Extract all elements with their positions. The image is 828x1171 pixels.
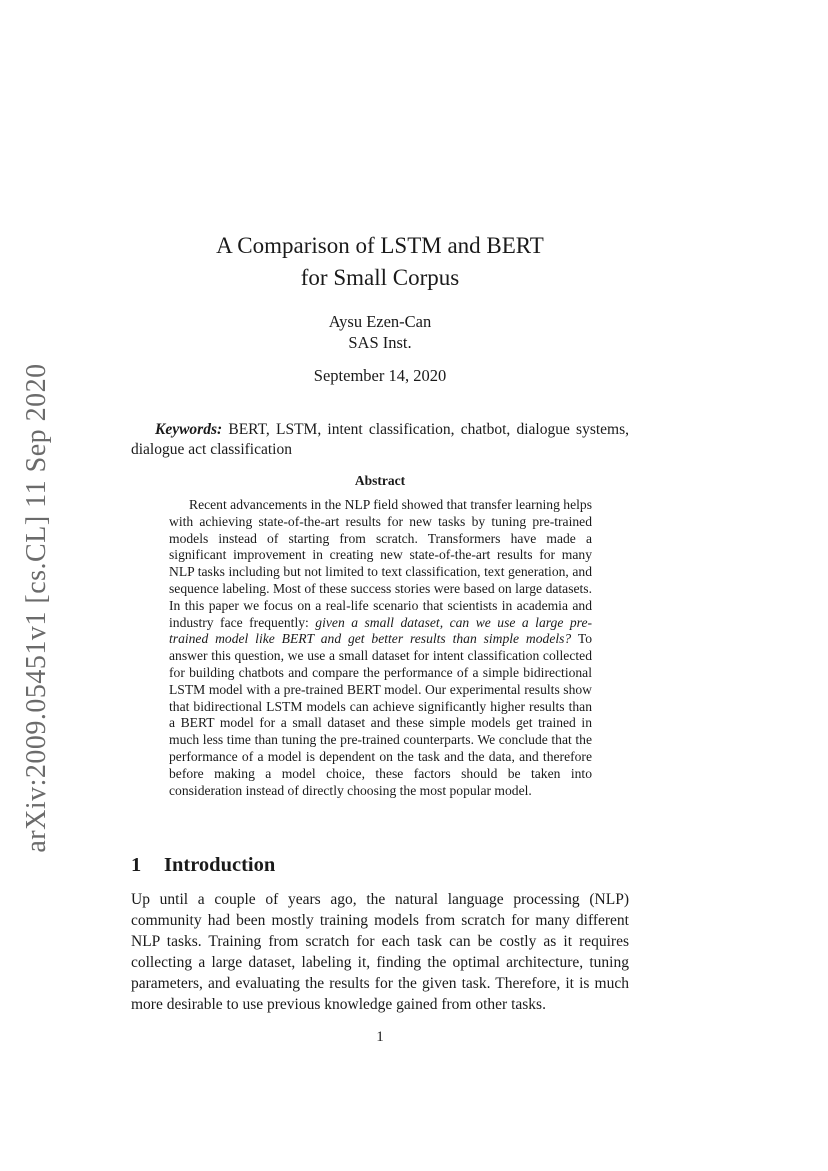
paper-title: [0, 230, 760, 294]
author-name: Aysu Ezen-Can: [328, 312, 432, 331]
abstract-body: [169, 497, 592, 799]
section-heading: [131, 854, 275, 877]
intro-paragraph: Up until a couple of years ago, the natural language processing (NLP) community had been mostly training models from scratch for many different NLP tasks. Training from scratch for each task can be costly as it requires collecting a large dataset, labeling it, finding the optimal architecture, tuning parameters, and evaluating the results for the given task. Therefore, it is much more desirable to use previous knowledge gained from other tasks.: [131, 891, 629, 1014]
arxiv-stamp: arXiv:2009.05451v1 [cs.CL] 11 Sep 2020: [21, 363, 52, 853]
abstract-part-2: To answer this question, we use a small dataset for intent classification collected for building chatbots and compare the performance of a simple bidirectional LSTM model with a pre-trained BERT model. Our experimental results show that bidirectional LSTM models can achieve significantly higher results than a BERT model for a small dataset and these simple models get trained in much less time than tuning the pre-trained counterparts. We conclude that the performance of a model is dependent on the task and the data, and therefore before making a model choice, these factors should be taken into consideration instead of directly choosing the most popular model.: [169, 631, 592, 798]
abstract-question: given a small dataset, can we use a large pre-trained model like BERT and get better results than simple models?: [169, 614, 593, 647]
title-line-2: for Small Corpus: [300, 265, 460, 290]
keywords: [131, 420, 629, 460]
keywords-label: Keywords:: [155, 421, 223, 438]
author-affiliation: SAS Inst.: [348, 333, 412, 352]
page-number: 1: [376, 1029, 384, 1045]
abstract-heading: Abstract: [354, 473, 406, 488]
keywords-text: BERT, LSTM, intent classification, chatbot, dialogue systems, dialogue act classification: [131, 421, 629, 458]
author-block: [0, 311, 760, 353]
abstract-part-1: Recent advancements in the NLP field showed that transfer learning helps with achieving state-of-the-art results for new tasks by tuning pre-trained models instead of starting from scratch. Transformers have made a significant improvement in creating new state-of-the-art results for many NLP tasks including but not limited to text classification, text generation, and sequence labeling. Most of these success stories were based on large datasets. In this paper we focus on a real-life scenario that scientists in academia and industry face frequently:: [169, 497, 592, 630]
section-title: Introduction: [164, 854, 276, 876]
paper-date: September 14, 2020: [313, 366, 447, 385]
title-line-1: A Comparison of LSTM and BERT: [216, 233, 544, 258]
section-number: 1: [131, 854, 142, 876]
